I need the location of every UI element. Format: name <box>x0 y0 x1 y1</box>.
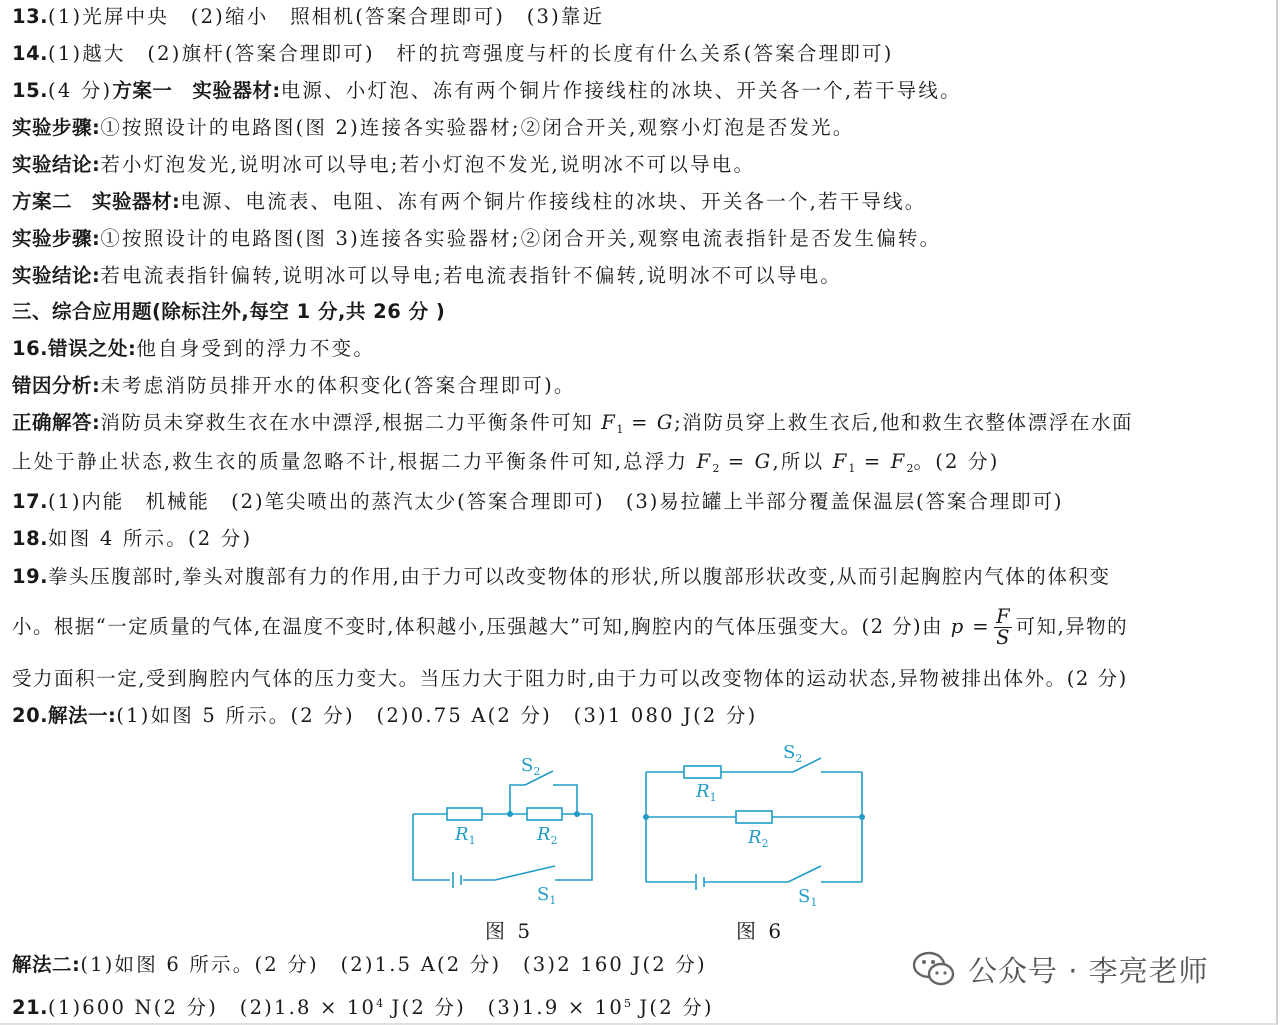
svg-text:R2: $R_2$ <box>537 824 558 847</box>
answer-16-solution: 正确解答:消防员未穿救生衣在水中漂浮,根据二力平衡条件可知 $F_1 = G$;消防员穿上救生衣后,他和救生衣整体漂浮在水面 <box>12 411 1134 436</box>
answer-13: 13.(1)光屏中央 (2)缩小 照相机(答案合理即可) (3)靠近 <box>12 5 605 28</box>
svg-text:S2: $S_2$ <box>783 742 803 765</box>
answer-15: 15.(4 分)方案一 实验器材:电源、小灯泡、冻有两个铜片作接线柱的冰块、开关各一个,若干导线。 <box>12 79 962 102</box>
resistor-r1-fig6 <box>684 766 721 778</box>
resistor-r2 <box>527 808 562 820</box>
answer-19: 19.拳头压腹部时,拳头对腹部有力的作用,由于力可以改变物体的形状,所以腹部形状改变,从而引起胸腔内气体的体积变 <box>12 565 1111 588</box>
answer-15-steps-2: 实验步骤:①按照设计的电路图(图 3)连接各实验器材;②闭合开关,观察电流表指针是否发生偏转。 <box>12 227 942 250</box>
watermark: 公众号 · 李亮老师 <box>912 948 1252 990</box>
pressure-fraction: $\frac{F}{S}$ <box>996 605 1010 649</box>
svg-text:R2: $R_2$ <box>748 827 769 850</box>
figure-6 <box>638 740 868 945</box>
figure-5 <box>405 745 605 945</box>
answer-15-plan-2: 方案二 实验器材:电源、电流表、电阻、冻有两个铜片作接线柱的冰块、开关各一个,若干导线。 <box>12 190 927 213</box>
answer-17: 17.(1)内能 机械能 (2)笔尖喷出的蒸汽太少(答案合理即可) (3)易拉罐上半部分覆盖保温层(答案合理即可) <box>12 490 1064 513</box>
svg-text:S1: $S_1$ <box>798 886 818 909</box>
answer-20: 20.解法一:(1)如图 5 所示。(2 分) (2)0.75 A(2 分) (3)1 080 J(2 分) <box>12 704 758 727</box>
resistor-r2-fig6 <box>736 811 772 823</box>
answer-16-analysis: 错因分析:未考虑消防员排开水的体积变化(答案合理即可)。 <box>12 374 576 397</box>
answer-20-method-2: 解法二:(1)如图 6 所示。(2 分) (2)1.5 A(2 分) (3)2 160 J(2 分) <box>12 953 707 976</box>
answer-15-steps-1: 实验步骤:①按照设计的电路图(图 2)连接各实验器材;②闭合开关,观察小灯泡是否发光。 <box>12 116 855 139</box>
svg-text:R1: $R_1$ <box>455 824 476 847</box>
answer-16-solution-cont: 上处于静止状态,救生衣的质量忽略不计,根据二力平衡条件可知,总浮力 $F_2 = G$,所以 $F_1 = F_2$。(2 分) <box>12 450 1000 475</box>
section-heading: 三、综合应用题(除标注外,每空 1 分,共 26 分 ) <box>12 300 446 323</box>
figure-5-caption: 图 5 <box>485 919 534 943</box>
answer-14: 14.(1)越大 (2)旗杆(答案合理即可) 杆的抗弯强度与杆的长度有什么关系(答案合理即可) <box>12 42 894 65</box>
wechat-icon <box>912 950 956 988</box>
answer-15-conclusion-2: 实验结论:若电流表指针偏转,说明冰可以导电;若电流表指针不偏转,说明冰不可以导电。 <box>12 264 842 287</box>
answer-18: 18.如图 4 所示。(2 分) <box>12 527 253 550</box>
answer-21: 21.(1)600 N(2 分) $(2)1.8 \times 10^4$ J(2 分) $(3)1.9 \times 10^5$ J(2 分) <box>12 996 714 1019</box>
resistor-r1 <box>447 808 482 820</box>
answer-15-conclusion-1: 实验结论:若小灯泡发光,说明冰可以导电;若小灯泡不发光,说明冰不可以导电。 <box>12 153 756 176</box>
circuit-diagram-5 <box>405 745 605 915</box>
svg-text:R1: $R_1$ <box>696 781 717 804</box>
answer-19-cont: 小。根据“一定质量的气体,在温度不变时,体积越小,压强越大”可知,胸腔内的气体压强变大。(2 分)由 p = $\frac{F}{S}$ 可知,异物的 <box>12 605 1129 649</box>
answer-16: 16.错误之处:他自身受到的浮力不变。 <box>12 337 376 360</box>
svg-text:S1: $S_1$ <box>537 884 557 907</box>
answer-19-end: 受力面积一定,受到胸腔内气体的压力变大。当压力大于阻力时,由于力可以改变物体的运动状态,异物被排出体外。(2 分) <box>12 667 1128 690</box>
circuit-diagram-6 <box>638 740 868 915</box>
svg-text:S2: $S_2$ <box>521 755 541 778</box>
figure-6-caption: 图 6 <box>736 919 785 943</box>
